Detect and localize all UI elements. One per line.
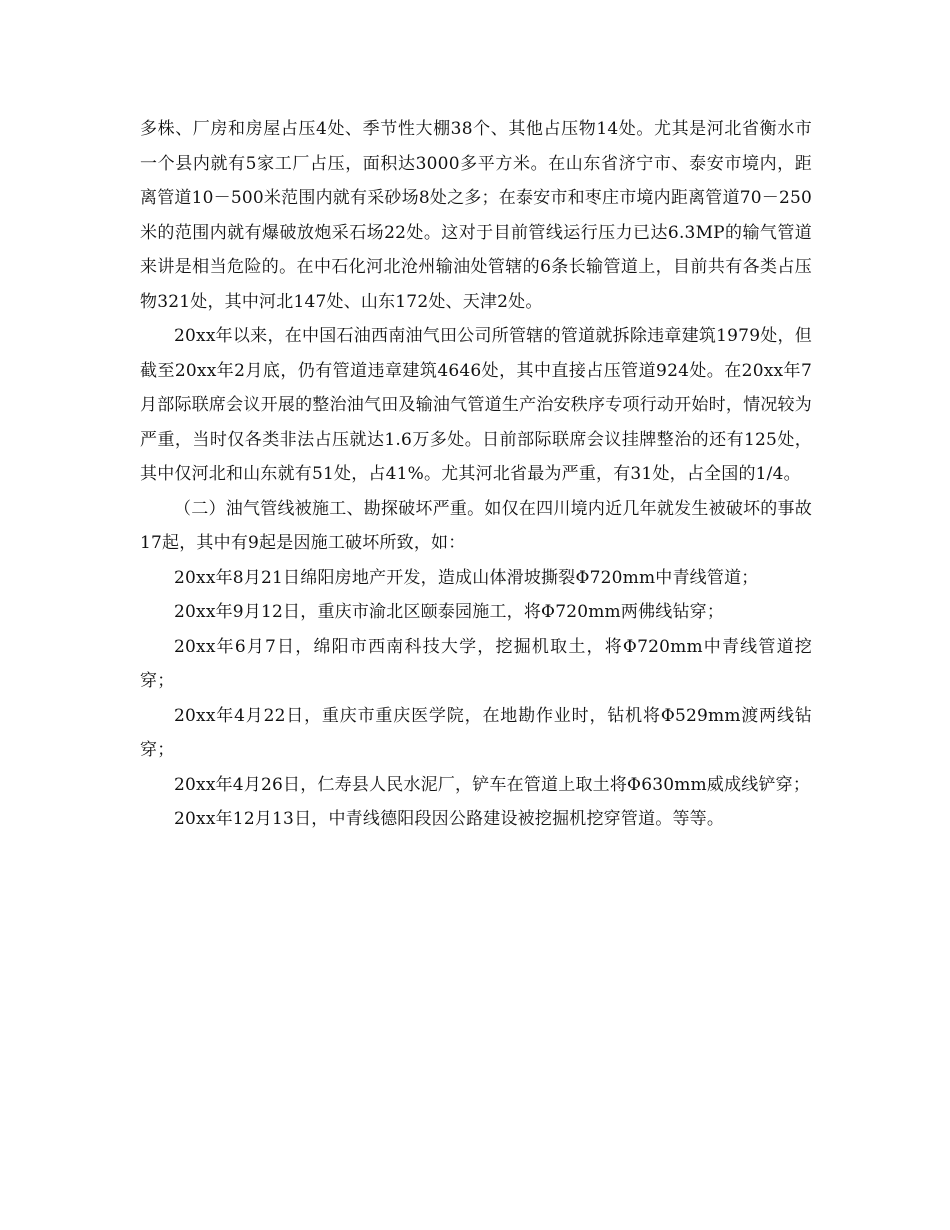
paragraph-construction-damage: （二）油气管线被施工、勘探破坏严重。如仅在四川境内近几年就发生被破坏的事故17起，其中有9起是因施工破坏所致，如： [140, 498, 812, 553]
paragraph-incident-5: 20xx年4月26日，仁寿县人民水泥厂，铲车在管道上取土将Φ630mm威成线铲穿； [174, 774, 811, 795]
paragraph-occupation-stats: 多株、厂房和房屋占压4处、季节性大棚38个、其他占压物14处。尤其是河北省衡水市一个县内就有5家工厂占压，面积达3000多平方米。在山东省济宁市、泰安市境内，距离管道10－500米范围内就有采砂场8处之多；在泰安市和枣庄市境内距离管道70－250米的范围内就有爆破放炮采石场22处。这对于目前管线运行压力已达6.3MP的输气管道来讲是相当危险的。在中石化河北沧州输油处管辖的6条长输管道上，目前共有各类占压物321处，其中河北147处、山东172处、天津2处。 [140, 119, 812, 312]
paragraph-incident-6: 20xx年12月13日，中青线德阳段因公路建设被挖掘机挖穿管道。等等。 [174, 809, 725, 829]
document-body [140, 112, 812, 837]
paragraph-incident-3: 20xx年6月7日，绵阳市西南科技大学，挖掘机取土，将Φ720mm中青线管道挖穿； [140, 636, 812, 691]
paragraph-incident-1: 20xx年8月21日绵阳房地产开发，造成山体滑坡撕裂Φ720mm中青线管道； [174, 567, 759, 588]
paragraph-incident-4: 20xx年4月22日，重庆市重庆医学院，在地勘作业时，钻机将Φ529mm渡两线钻穿； [140, 705, 812, 760]
paragraph-incident-2: 20xx年9月12日，重庆市渝北区颐泰园施工，将Φ720mm两佛线钻穿； [174, 602, 725, 622]
paragraph-southwest-oilfield: 20xx年以来，在中国石油西南油气田公司所管辖的管道就拆除违章建筑1979处，但截至20xx年2月底，仍有管道违章建筑4646处，其中直接占压管道924处。在20xx年7月部际联席会议开展的整治油气田及输油气管道生产治安秩序专项行动开始时，情况较为严重，当时仅各类非法占压就达1.6万多处。日前部际联席会议挂牌整治的还有125处，其中仅河北和山东就有51处，占41%。尤其河北省最为严重，有31处，占全国的1/4。 [140, 326, 812, 484]
